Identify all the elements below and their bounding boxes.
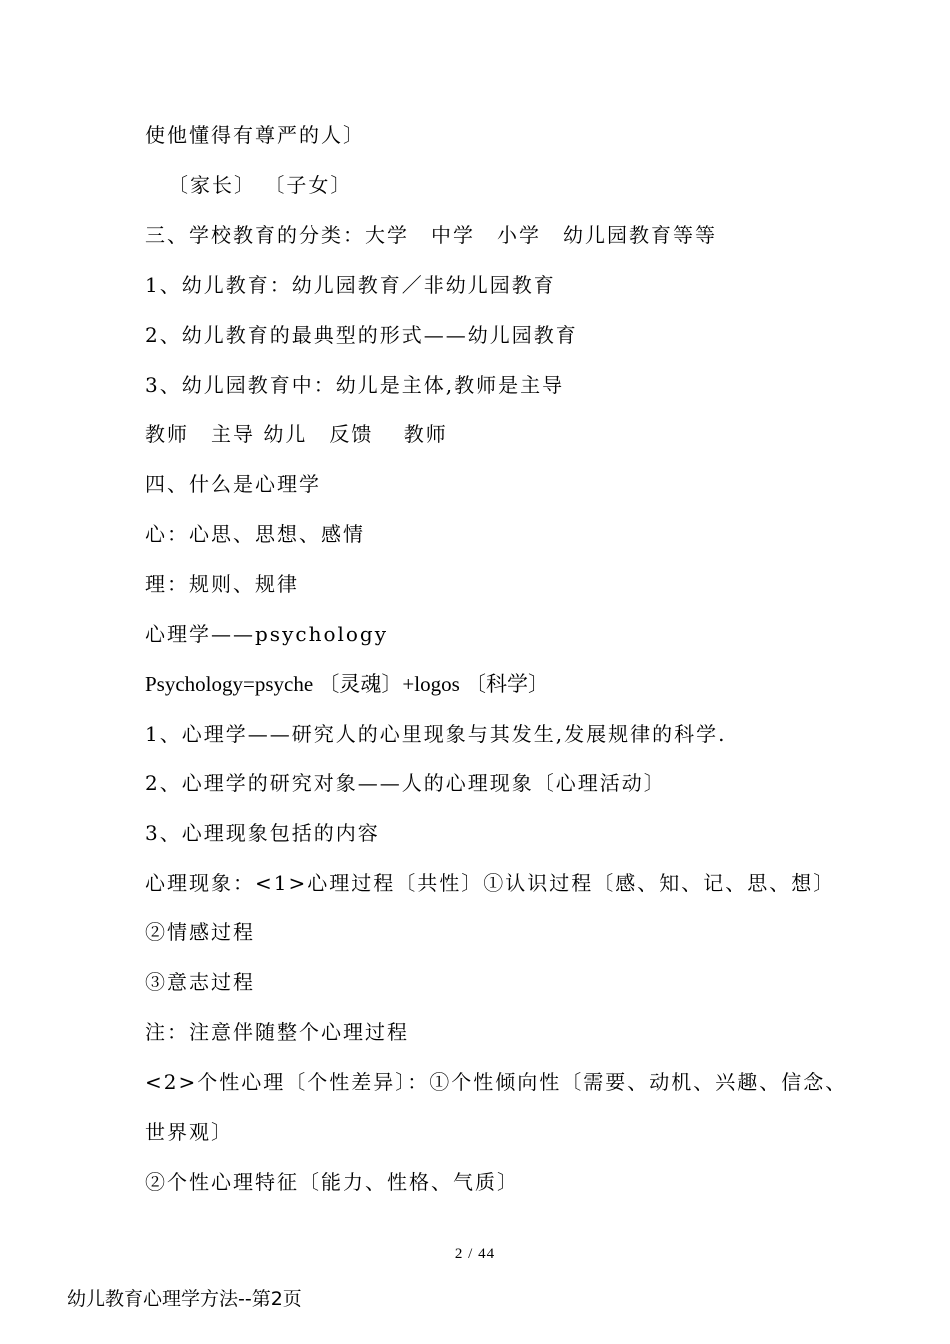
text-line: 〔家长〕 〔子女〕 xyxy=(168,173,353,197)
text-line: 1、幼儿教育：幼儿园教育／非幼儿园教育 xyxy=(145,273,556,297)
text-line: 心理学——psychology xyxy=(145,622,389,646)
text-line: 1、心理学——研究人的心里现象与其发生,发展规律的科学. xyxy=(145,722,727,746)
text-line: 理：规则、规律 xyxy=(145,572,299,596)
text-line: <2>个性心理〔个性差异〕：①个性倾向性〔需要、动机、兴趣、信念、 xyxy=(145,1070,848,1094)
page-number: 2 / 44 xyxy=(454,1246,496,1262)
section-heading: 四、什么是心理学 xyxy=(145,472,321,496)
text-line: 使他懂得有尊严的人〕 xyxy=(145,123,365,147)
footer-title: 幼儿教育心理学方法--第2页 xyxy=(67,1288,302,1310)
text-line: 心：心思、思想、感情 xyxy=(145,522,365,546)
text-line: 3、幼儿园教育中：幼儿是主体,教师是主导 xyxy=(145,373,565,397)
text-line: ②情感过程 xyxy=(145,920,255,944)
text-line: 心理现象：<1>心理过程〔共性〕①认识过程〔感、知、记、思、想〕 xyxy=(145,871,836,895)
text-line: 注：注意伴随整个心理过程 xyxy=(145,1020,409,1044)
text-line: 3、心理现象包括的内容 xyxy=(145,821,380,845)
text-line: Psychology=psyche 〔灵魂〕+logos 〔科学〕 xyxy=(145,672,550,696)
text-line: ②个性心理特征〔能力、性格、气质〕 xyxy=(145,1170,519,1194)
text-line: 世界观〕 xyxy=(145,1120,233,1144)
text-line: 三、学校教育的分类：大学 中学 小学 幼儿园教育等等 xyxy=(145,223,717,247)
text-line: ③意志过程 xyxy=(145,970,255,994)
text-line: 2、幼儿教育的最典型的形式——幼儿园教育 xyxy=(145,323,578,347)
text-line: 教师 主导 幼儿 反馈 教师 xyxy=(145,422,448,446)
text-line: 2、心理学的研究对象——人的心理现象〔心理活动〕 xyxy=(145,771,666,795)
